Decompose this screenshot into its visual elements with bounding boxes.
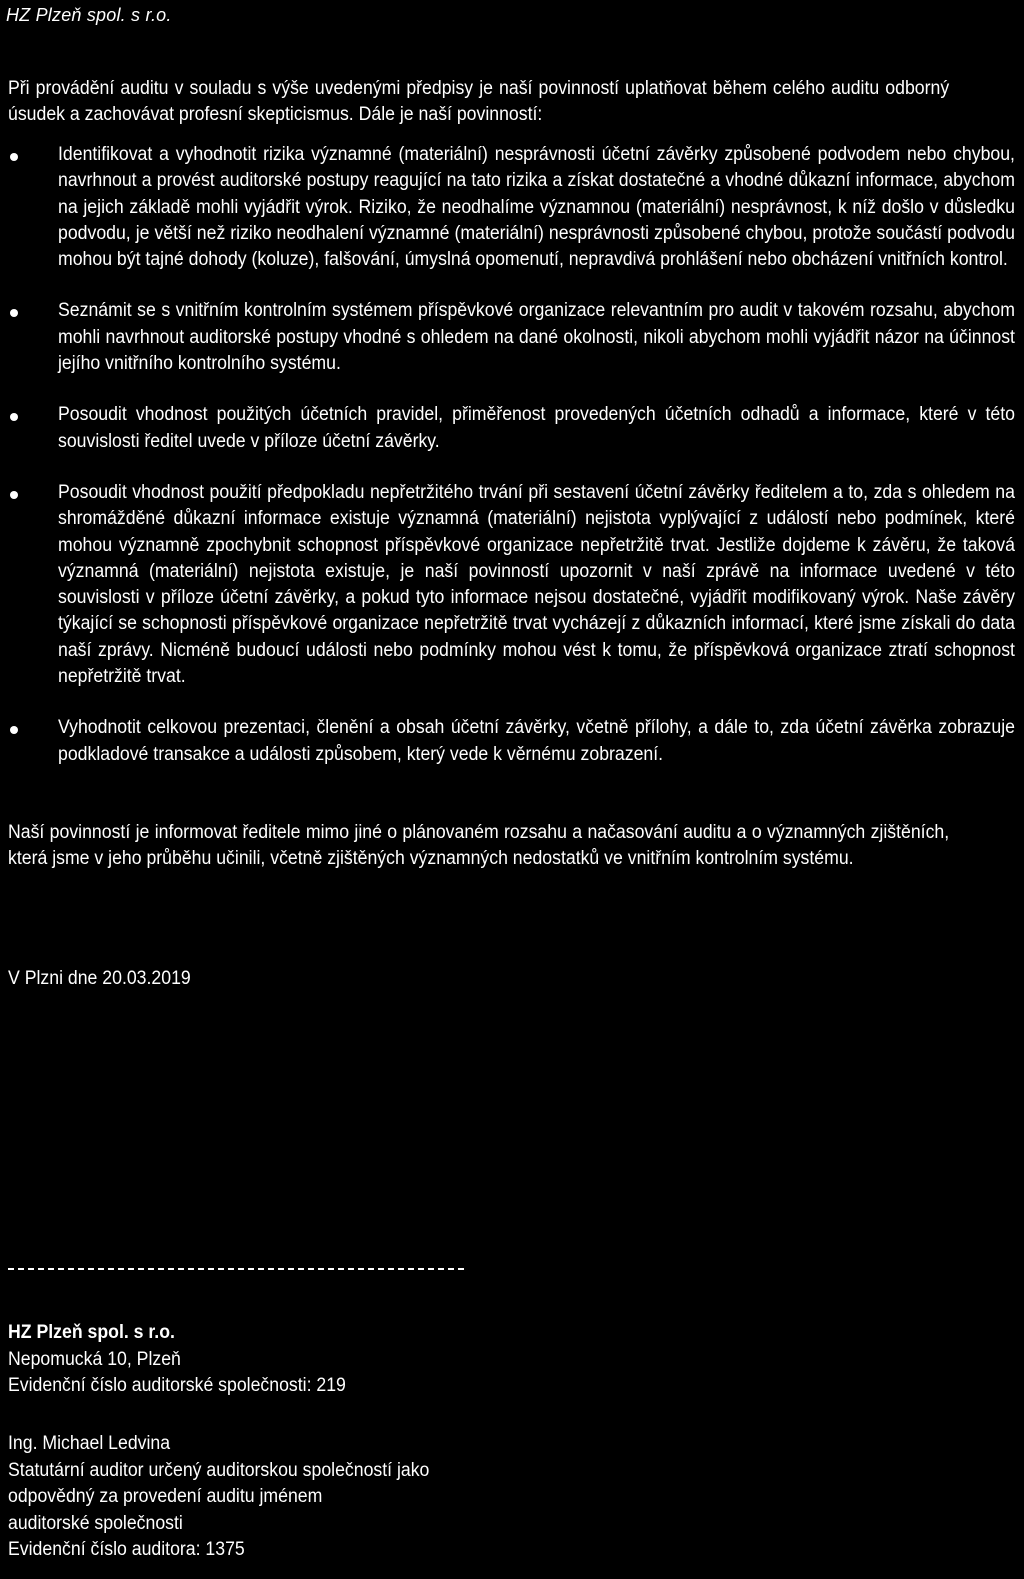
firm-address: Nepomucká 10, Plzeň xyxy=(8,1348,181,1370)
list-item-text: Posoudit vhodnost použití předpokladu nepřetržitého trvání při sestavení účetní závěrky ředitelem a to, zda s ohledem na shromážděné důkazní informace existuje významná (materiální) nejistota vyplývající z událostí nebo podmínek, které mohou významně zpochybnit schopnost příspěvkové organizace nepřetržitě trvat. Jestliže dojdeme k závěru, že taková významná (materiální) nejistota existuje, je naší povinností upozornit v naší zprávě na informace uvedené v této souvislosti v příloze účetní závěrky, a pokud tyto informace nejsou dostatečné, vyjádřit modifikovaný výrok. Naše závěry týkající se schopnosti příspěvkové organizace nepřetržitě trvat vycházejí z důkazních informací, které jsme získali do data naší zprávy. Nicméně budoucí události nebo podmínky mohou vést k tomu, že příspěvková organizace ztratí schopnost nepřetržitě trvat. xyxy=(58,481,1015,688)
place-and-date: V Plzni dne 20.03.2019 xyxy=(8,968,191,989)
bullet-icon xyxy=(10,726,18,734)
signature-line xyxy=(8,1268,464,1270)
auditor-name: Ing. Michael Ledvina xyxy=(8,1433,171,1454)
list-item-text: Identifikovat a vyhodnotit rizika významné (materiální) nesprávnosti účetní závěrky způsobené podvodem nebo chybou, navrhnout a provést auditorské postupy reagující na tato rizika a získat dostatečné a vhodné důkazní informace, abychom na jejich základě mohli vyjádřit výrok. Riziko, že neodhalíme významnou (materiální) nesprávnost, k níž došlo v důsledku podvodu, je větší než riziko neodhalení významné (materiální) nesprávnosti způsobené chybou, protože součástí podvodu mohou být tajné dohody (koluze), falšování, úmyslná opomenutí, nepravdivá prohlášení nebo obcházení vnitřních kontrol. xyxy=(58,144,1015,271)
intro-paragraph: Při provádění auditu v souladu s výše uvedenými předpisy je naší povinností uplatňovat během celého auditu odborný úsudek a zachovávat profesní skepticismus. Dále je naší povinností: xyxy=(8,78,950,125)
list-item xyxy=(8,715,1018,768)
page-header-company: HZ Plzeň spol. s r.o. xyxy=(6,5,172,25)
bullet-icon xyxy=(10,153,18,161)
closing-paragraph: Naší povinností je informovat ředitele mimo jiné o plánovaném rozsahu a načasování auditu a o významných zjištěních, která jsme v jeho průběhu učinili, včetně zjištěných významných nedostatků ve vnitřním kontrolním systému. xyxy=(8,822,950,869)
list-item xyxy=(8,298,1018,377)
list-item-text: Posoudit vhodnost použitých účetních pravidel, přiměřenost provedených účetních odhadů a informace, které v této souvislosti ředitel uvede v příloze účetní závěrky. xyxy=(58,404,1015,452)
auditor-role-line-2: odpovědný za provedení auditu jménem xyxy=(8,1486,323,1507)
firm-name: HZ Plzeň spol. s r.o. xyxy=(8,1322,175,1343)
auditor-block xyxy=(8,1431,429,1564)
bullet-icon xyxy=(10,491,18,499)
list-item xyxy=(8,402,1018,455)
firm-block xyxy=(8,1320,346,1400)
list-item-text: Seznámit se s vnitřním kontrolním systémem příspěvkové organizace relevantním pro audit v takovém rozsahu, abychom mohli navrhnout auditorské postupy vhodné s ohledem na dané okolnosti, nikoli abychom mohli vyjádřit názor na účinnost jejího vnitřního kontrolního systému. xyxy=(58,300,1015,375)
auditor-role-line-3: auditorské společnosti xyxy=(8,1512,183,1534)
duties-list xyxy=(8,142,1018,768)
list-item xyxy=(8,480,1018,690)
bullet-icon xyxy=(10,309,18,317)
list-item-text: Vyhodnotit celkovou prezentaci, členění a obsah účetní závěrky, včetně přílohy, a dále to, zda účetní závěrka zobrazuje podkladové transakce a události způsobem, který vede k věrnému zobrazení. xyxy=(58,717,1015,765)
bullet-icon xyxy=(10,413,18,421)
auditor-role-line-1: Statutární auditor určený auditorskou společností jako xyxy=(8,1459,430,1481)
auditor-registration: Evidenční číslo auditora: 1375 xyxy=(8,1539,245,1560)
list-item xyxy=(8,142,1018,273)
firm-registration: Evidenční číslo auditorské společnosti: 219 xyxy=(8,1375,346,1396)
